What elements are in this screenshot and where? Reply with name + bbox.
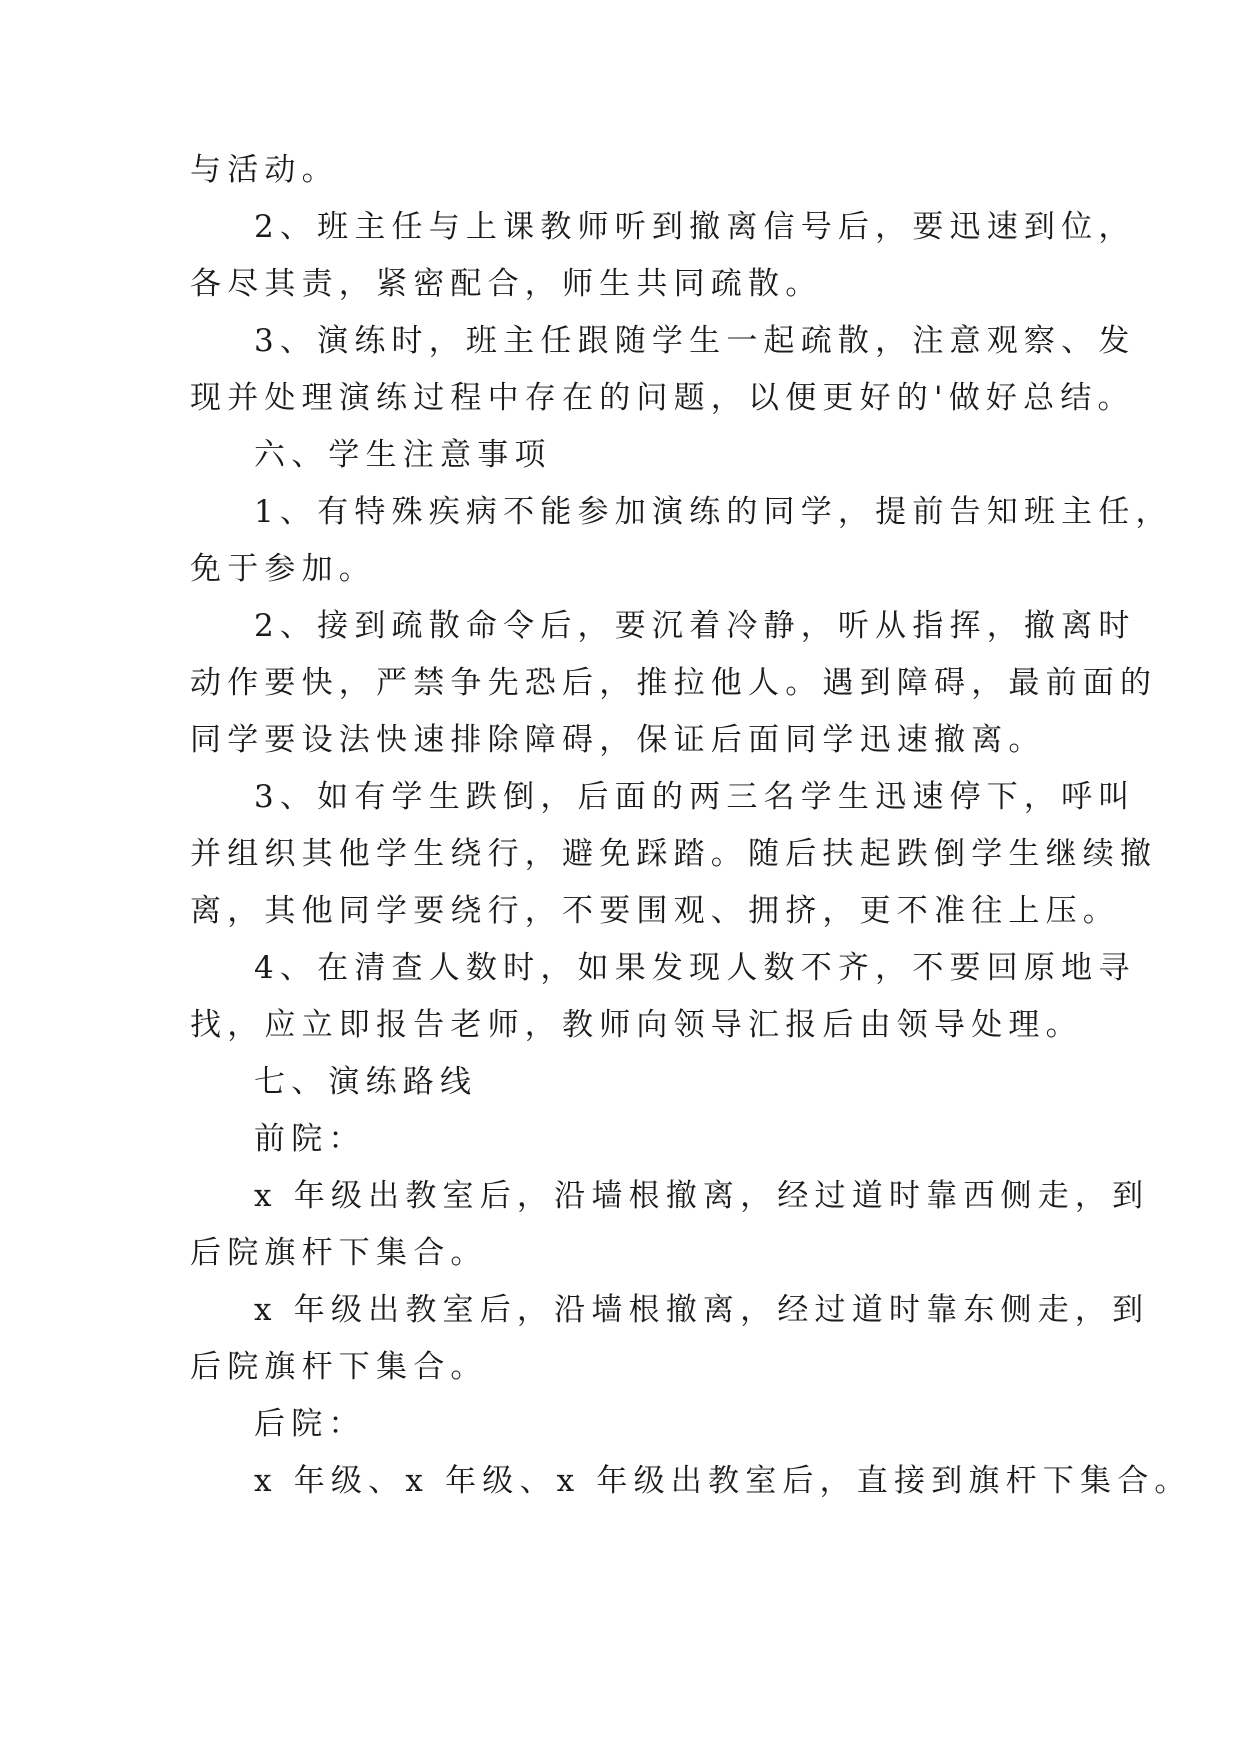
text-line-1: 与活动。	[190, 152, 339, 188]
text-line-5: 现并处理演练过程中存在的问题，以便更好的'做好总结。	[190, 380, 1135, 416]
text-line-24: x 年级、x 年级、x 年级出教室后，直接到旗杆下集合。	[254, 1463, 1192, 1499]
text-line-15: 4、在清查人数时，如果发现人数不齐，不要回原地寻	[254, 950, 1136, 986]
text-line-2: 2、班主任与上课教师听到撤离信号后，要迅速到位，	[254, 209, 1136, 245]
text-line-23: 后院：	[254, 1406, 366, 1442]
text-line-11: 同学要设法快速排除障碍，保证后面同学迅速撤离。	[190, 722, 1046, 758]
text-line-7: 1、有特殊疾病不能参加演练的同学，提前告知班主任，	[254, 494, 1173, 530]
text-line-16: 找，应立即报告老师，教师向领导汇报后由领导处理。	[190, 1007, 1083, 1043]
text-line-3: 各尽其责，紧密配合，师生共同疏散。	[190, 266, 823, 302]
text-line-19: x 年级出教室后，沿墙根撤离，经过道时靠西侧走，到	[254, 1178, 1150, 1214]
text-line-14: 离，其他同学要绕行，不要围观、拥挤，更不准往上压。	[190, 893, 1120, 929]
text-line-21: x 年级出教室后，沿墙根撤离，经过道时靠东侧走，到	[254, 1292, 1150, 1328]
text-line-10: 动作要快，严禁争先恐后，推拉他人。遇到障碍，最前面的	[190, 665, 1158, 701]
text-line-8: 免于参加。	[190, 551, 376, 587]
text-line-9: 2、接到疏散命令后，要沉着冷静，听从指挥，撤离时	[254, 608, 1136, 644]
text-line-22: 后院旗杆下集合。	[190, 1349, 488, 1385]
section-heading-6: 六、学生注意事项	[254, 437, 552, 473]
text-line-12: 3、如有学生跌倒，后面的两三名学生迅速停下，呼叫	[254, 779, 1136, 815]
text-line-4: 3、演练时，班主任跟随学生一起疏散，注意观察、发	[254, 323, 1136, 359]
text-line-20: 后院旗杆下集合。	[190, 1235, 488, 1271]
section-heading-7: 七、演练路线	[254, 1064, 478, 1100]
text-line-18: 前院：	[254, 1121, 366, 1157]
text-line-13: 并组织其他学生绕行，避免踩踏。随后扶起跌倒学生继续撤	[190, 836, 1158, 872]
